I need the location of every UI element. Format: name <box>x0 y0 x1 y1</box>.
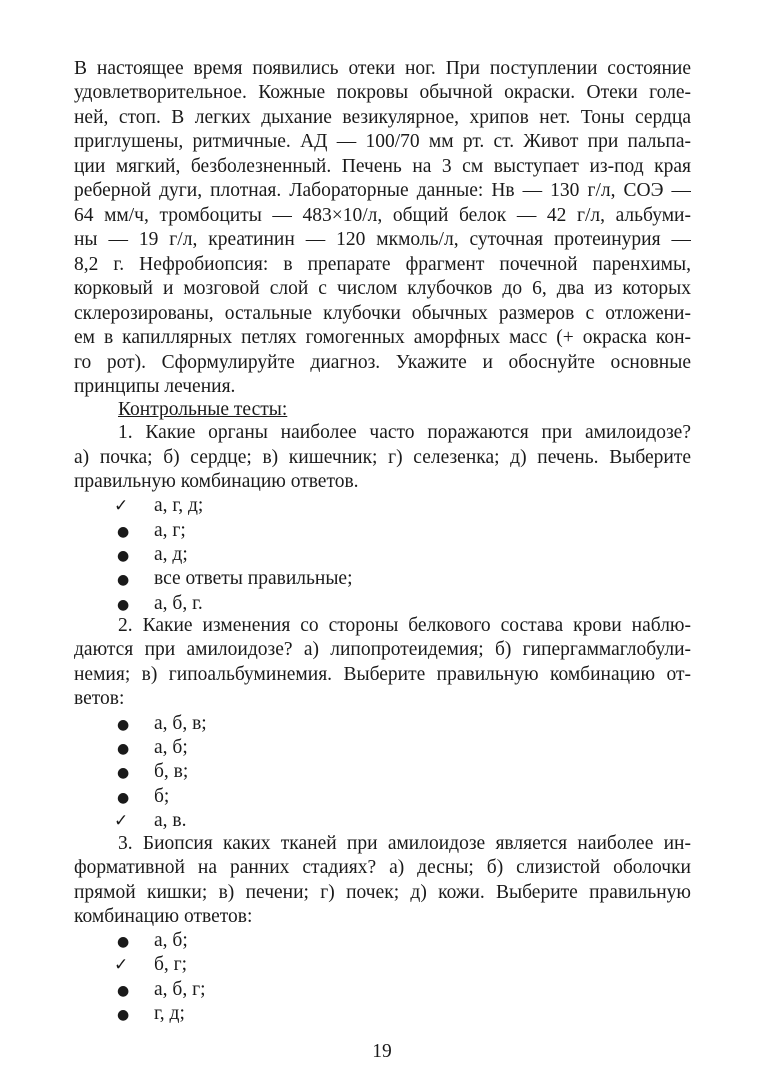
case-line: ем в капиллярных петлях гомогенных аморфных масс (+ окраска кон- <box>74 327 691 348</box>
bullet-icon: ● <box>117 765 130 781</box>
answer-option <box>114 592 203 616</box>
case-line: В настоящее время появились отеки ног. При поступлении состояние <box>74 58 691 79</box>
case-line: 64 мм/ч, тромбоциты — 483×10/л, общий белок — 42 г/л, альбуми- <box>74 205 691 226</box>
answer-option-text: б, г; <box>154 954 188 975</box>
bullet-icon: ● <box>117 934 130 950</box>
bullet-icon: ● <box>117 597 130 613</box>
answer-option <box>114 1002 185 1026</box>
answer-option-text: а, б; <box>154 737 188 758</box>
case-line: реберной дуги, плотная. Лабораторные данные: Нв — 130 г/л, СОЭ — <box>74 180 691 201</box>
answer-option <box>114 809 187 833</box>
answer-option <box>114 929 188 953</box>
answer-option <box>114 785 169 809</box>
bullet-icon: ● <box>117 741 130 757</box>
checkmark-icon: ✓ <box>114 955 129 975</box>
case-line: корковый и мозговой слой с числом клубочков до 6, два из которых <box>74 278 691 299</box>
answer-option <box>114 543 188 567</box>
case-line: удовлетворительное. Кожные покровы обычной окраски. Отеки голе- <box>74 82 691 103</box>
answer-option <box>114 712 207 736</box>
question-line: комбинацию ответов: <box>74 906 253 927</box>
question-line: даются при амилоидозе? а) липопротеидемия; б) гипергаммаглобули- <box>74 639 691 660</box>
answer-option <box>114 760 188 784</box>
question-line: ветов: <box>74 688 125 709</box>
answer-option-text: а, б, г; <box>154 979 206 1000</box>
answer-option-text: г, д; <box>154 1003 185 1024</box>
tests-heading <box>118 398 691 422</box>
answer-option-text: а, б, г. <box>154 593 203 614</box>
answer-option <box>114 494 203 518</box>
checkmark-icon: ✓ <box>114 496 129 516</box>
bullet-icon: ● <box>117 983 130 999</box>
case-line: 8,2 г. Нефробиопсия: в препарате фрагмент почечной паренхимы, <box>74 254 691 275</box>
question-line: 3. Биопсия каких тканей при амилоидозе является наиболее ин- <box>118 833 691 854</box>
answer-option-text: а, б, в; <box>154 713 207 734</box>
question-line: 1. Какие органы наиболее часто поражаются при амилоидозе? <box>118 422 691 443</box>
case-line: ны — 19 г/л, креатинин — 120 мкмоль/л, суточная протеинурия — <box>74 229 691 250</box>
question-line: формативной на ранних стадиях? а) десны; б) слизистой оболочки <box>74 857 691 878</box>
answer-option <box>114 567 353 591</box>
answer-option <box>114 978 206 1002</box>
answer-option <box>114 736 188 760</box>
bullet-icon: ● <box>117 524 130 540</box>
bullet-icon: ● <box>117 548 130 564</box>
checkmark-icon: ✓ <box>114 811 129 831</box>
answer-option-text: а, д; <box>154 544 188 565</box>
answer-option-text: а, г; <box>154 520 186 541</box>
answer-option-text: б; <box>154 786 170 807</box>
bullet-icon: ● <box>117 717 130 733</box>
answer-option-text: б, в; <box>154 761 189 782</box>
bullet-icon: ● <box>117 572 130 588</box>
case-line: принципы лечения. <box>74 376 236 397</box>
answer-option-text: все ответы правильные; <box>154 568 353 589</box>
answer-option <box>114 953 187 977</box>
bullet-icon: ● <box>117 1007 130 1023</box>
case-line: склерозированы, остальные клубочки обычных размеров с отложени- <box>74 303 691 324</box>
question-line: правильную комбинацию ответов. <box>74 471 359 492</box>
case-line: приглушены, ритмичные. АД — 100/70 мм рт. ст. Живот при пальпа- <box>74 131 691 152</box>
case-line: го рот). Сформулируйте диагноз. Укажите и обоснуйте основные <box>74 352 691 373</box>
answer-option-text: а, б; <box>154 930 188 951</box>
case-line: ней, стоп. В легких дыхание везикулярное, хрипов нет. Тоны сердца <box>74 107 691 128</box>
answer-option-text: а, в. <box>154 810 187 831</box>
case-line: ции мягкий, безболезненный. Печень на 3 см выступает из-под края <box>74 156 691 177</box>
page-number: 19 <box>372 1041 392 1062</box>
question-line: 2. Какие изменения со стороны белкового состава крови наблю- <box>118 615 691 636</box>
question-line: прямой кишки; в) печени; г) почек; д) кожи. Выберите правильную <box>74 882 691 903</box>
bullet-icon: ● <box>117 790 130 806</box>
answer-option <box>114 519 186 543</box>
question-line: а) почка; б) сердце; в) кишечник; г) селезенка; д) печень. Выберите <box>74 447 691 468</box>
tests-heading-text: Контрольные тесты: <box>118 399 288 420</box>
answer-option-text: а, г, д; <box>154 495 204 516</box>
question-line: немия; в) гипоальбуминемия. Выберите правильную комбинацию от- <box>74 664 691 685</box>
